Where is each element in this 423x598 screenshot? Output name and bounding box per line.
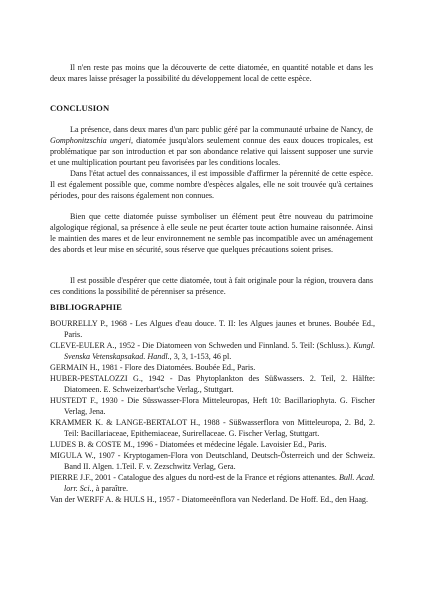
conclusion-paragraph-2: Dans l'état actuel des connaissances, il est impossible d'affirmer la pérennité de cette espèce. Il est également possible que, comme nombre d'espèces algales, elle ne soit trouvée qu'à certaines périodes, pour des raisons également non connues. — [50, 169, 373, 200]
reference-item: BOURRELLY P., 1968 - Les Algues d'eau douce. T. II: les Algues jaunes et brunes. Boubée Ed., Paris. — [50, 319, 375, 339]
conclusion-paragraph-1 — [50, 124, 373, 168]
bibliography-heading: BIBLIOGRAPHIE — [50, 302, 122, 312]
conclusion-paragraph-4: Il est possible d'espérer que cette diatomée, tout à fait originale pour la région, trouvera dans ces conditions la possibilité de pérenniser sa présence. — [50, 276, 373, 296]
reference-item: HUBER-PESTALOZZI G., 1942 - Das Phytoplankton des Süßwassers. 2. Teil, 2. Hälfte: Diatomeen. E. Schweizerbart'sche Verlag., Stuttgart. — [50, 374, 375, 394]
reference-item: KRAMMER K. & LANGE-BERTALOT H., 1988 - Süßwasserflora von Mitteleuropa, 2. Bd, 2. Teil: Bacillariaceae, Epithemiaceae, Surirellaceae. G. Fischer Verlag, Stuttgart. — [50, 418, 375, 438]
reference-item: CLEVE-EULER A., 1952 - Die Diatomeen von Schweden und Finnland. 5. Teil: (Schluss.). Kungl. Svenska Vetenskapsakad. Handl., 3, 3, 1-153, 46 pl. — [50, 341, 375, 361]
reference-item: GERMAIN H., 1981 - Flore des Diatomées. Boubée Ed., Paris. — [50, 363, 256, 372]
intro-paragraph: Il n'en reste pas moins que la découverte de cette diatomée, en quantité notable et dans les deux mares laisse présager la possibilité du développement local de cette espèce. — [50, 63, 373, 83]
reference-item: Van der WERFF A. & HULS H., 1957 - Diatomeeënflora van Nederland. De Hoff. Ed., den Haag. — [50, 495, 368, 504]
conclusion-text-a: La présence, dans deux mares d'un parc public géré par la communauté urbaine de Nancy, de — [70, 125, 373, 134]
species-name: Gomphonitzschia ungeri — [50, 136, 131, 145]
conclusion-heading: CONCLUSION — [50, 103, 110, 113]
reference-item: MIGULA W., 1907 - Kryptogamen-Flora von Deutschland, Deutsch-Österreich und der Schweiz. Band II. Algen. 1.Teil. F. v. Zezschwitz Verlag, Gera. — [50, 451, 375, 471]
conclusion-paragraph-3: Bien que cette diatomée puisse symboliser un élément peut être nouveau du patrimoine algologique régional, sa présence à elle seule ne peut écarter toute action humaine raisonnée. Ainsi le maintien des mares et de leur environnement ne semble pas incompatible avec un aménagement des abords et leur mise en sécurité, sous réserve que quelques précautions soient prises. — [50, 212, 373, 254]
reference-item: PIERRE J.F., 2001 - Catalogue des algues du nord-est de la France et régions attenantes. Bull. Acad. lorr. Sci., à paraître. — [50, 473, 375, 493]
conclusion-text-b: , diatomée jusqu'alors seulement connue des eaux douces tropicales, est problématique par son introduction et par son abondance relative qui laissent supposer une survie et une multiplication pourtant peu favorisées par les conditions locales. — [50, 136, 373, 167]
reference-item: HUSTEDT F., 1930 - Die Süsswasser-Flora Mitteleuropas, Heft 10: Bacillariophyta. G. Fischer Verlag, Jena. — [50, 396, 375, 416]
reference-item: LUDES B. & COSTE M., 1996 - Diatomées et médecine légale. Lavoisier Ed., Paris. — [50, 440, 327, 449]
bibliography-list — [50, 318, 375, 505]
